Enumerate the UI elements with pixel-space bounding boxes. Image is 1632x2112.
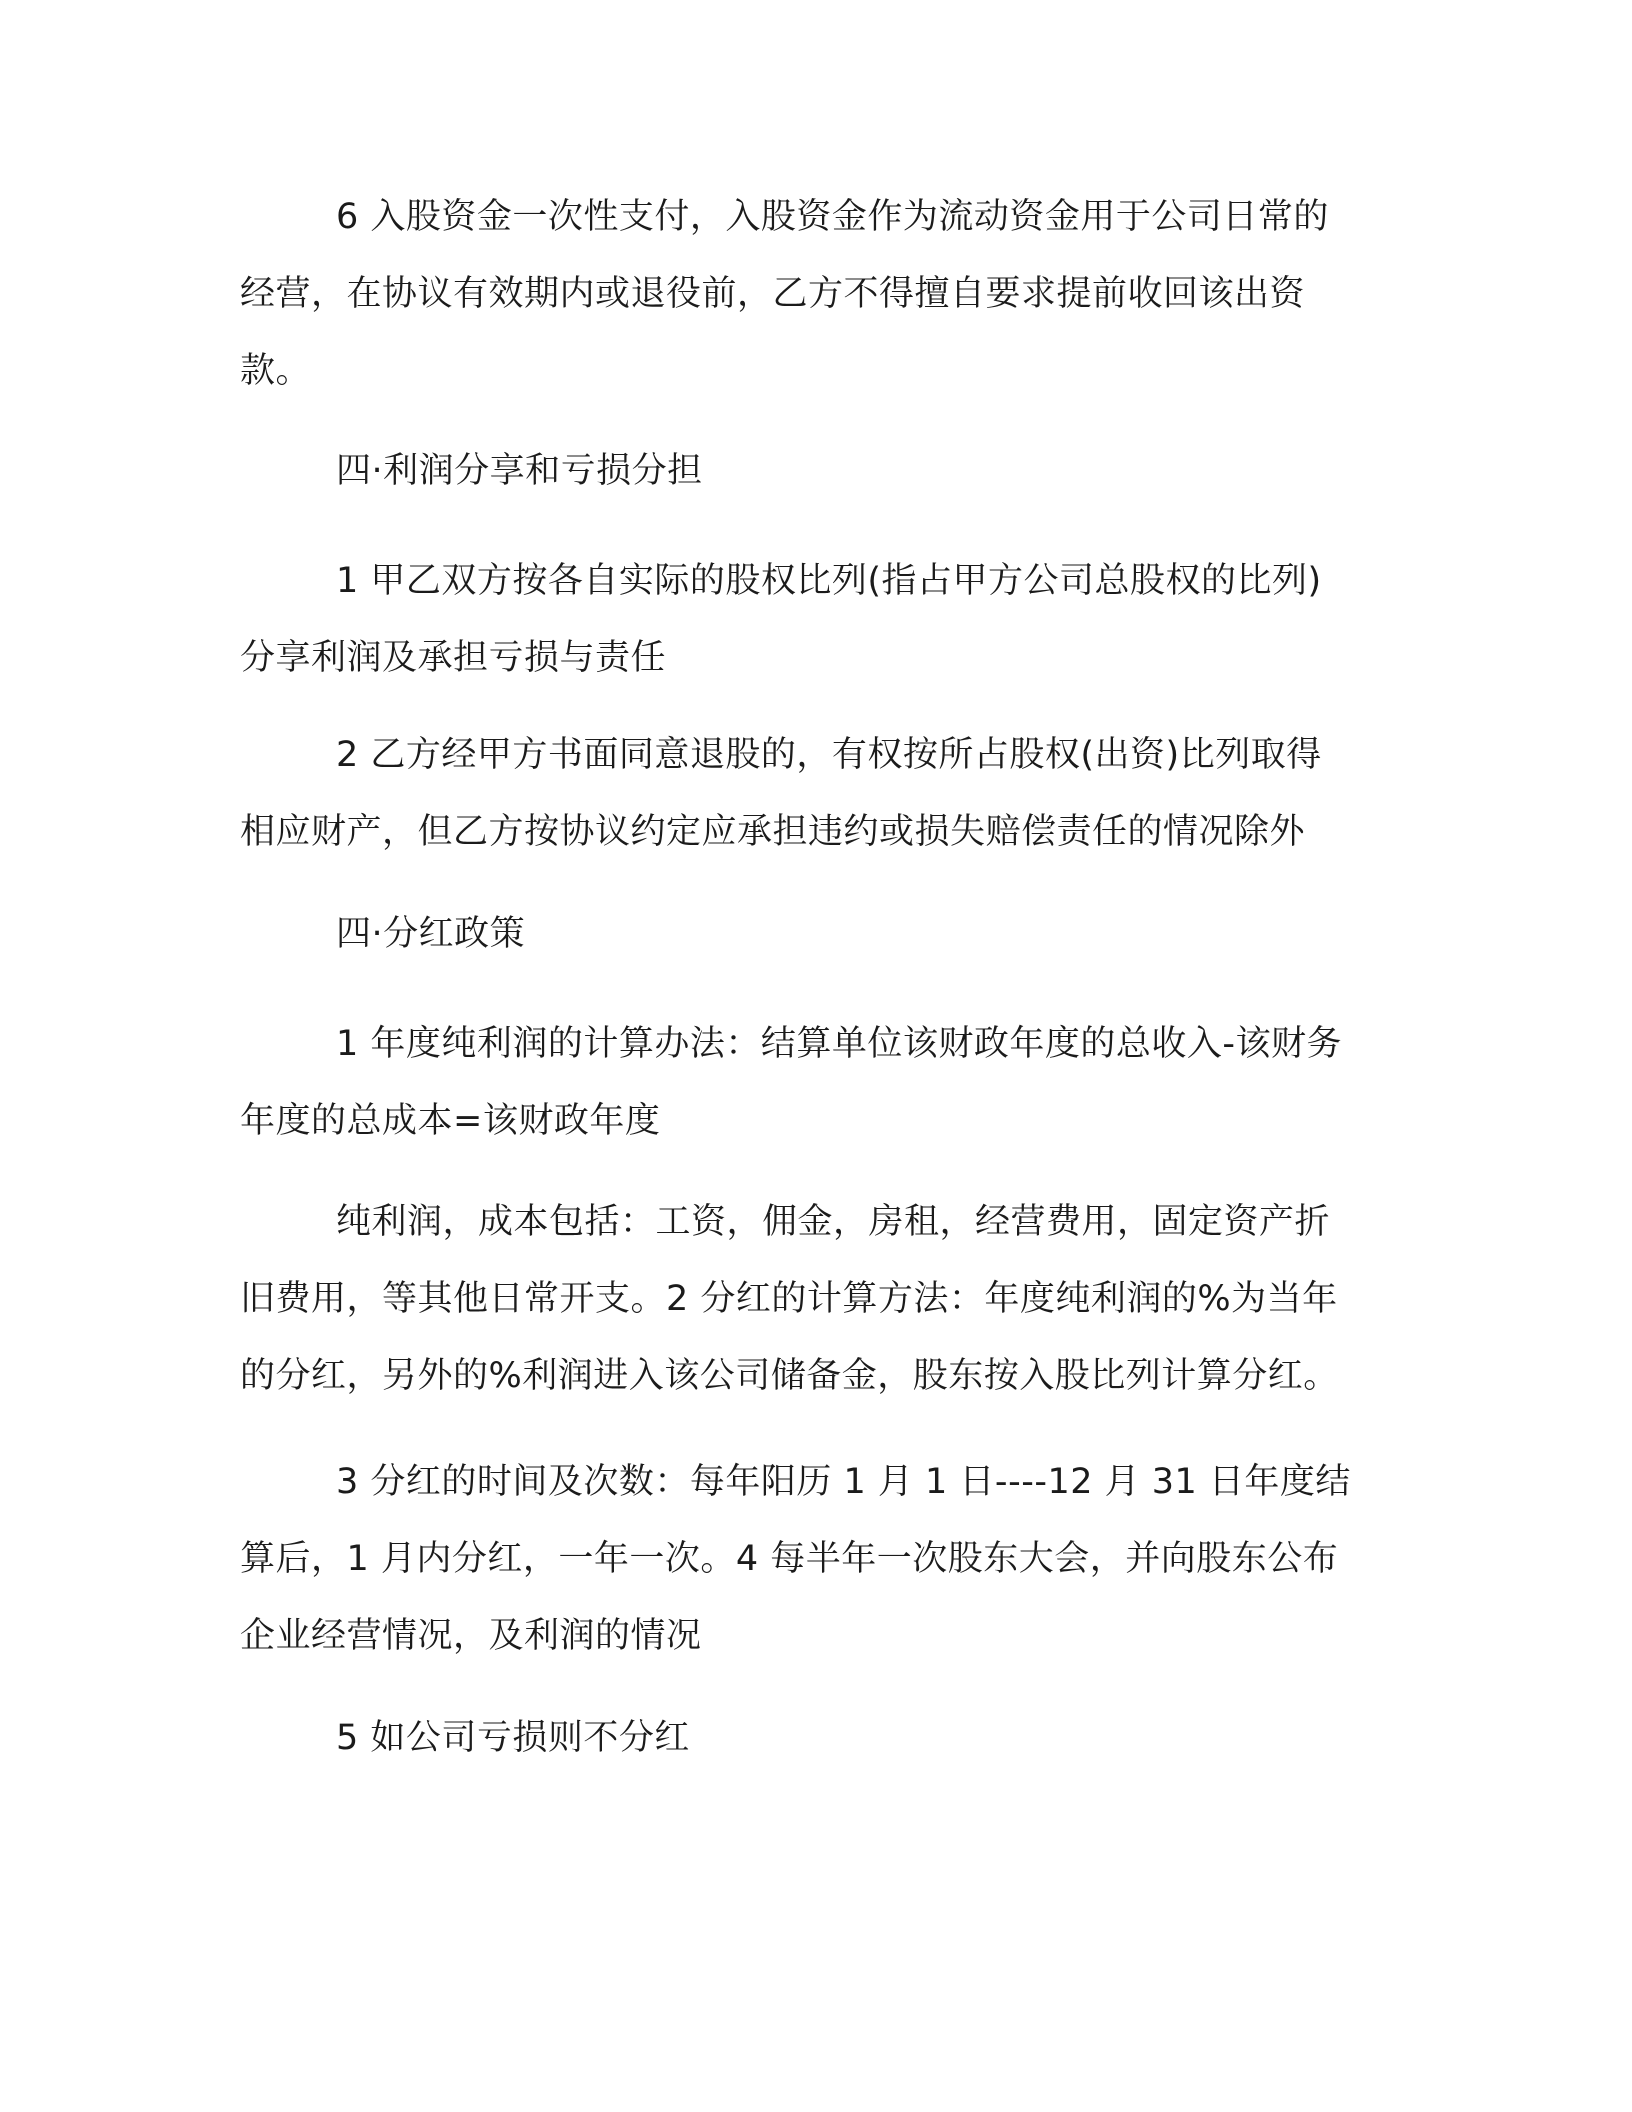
- section-heading-dividend-policy: 四·分红政策: [336, 914, 526, 954]
- text-line: 5 如公司亏损则不分红: [336, 1718, 690, 1758]
- text-line: 算后，1 月内分红，一年一次。4 每半年一次股东大会，并向股东公布: [240, 1539, 1339, 1579]
- text-line: 纯利润，成本包括：工资，佣金，房租，经营费用，固定资产折: [336, 1202, 1331, 1242]
- text-line: 6 入股资金一次性支付，入股资金作为流动资金用于公司日常的: [336, 197, 1329, 237]
- text-line: 3 分红的时间及次数：每年阳历 1 月 1 日----12 月 31 日年度结: [336, 1462, 1351, 1502]
- text-line: 的分红，另外的%利润进入该公司储备金，股东按入股比列计算分红。: [240, 1356, 1339, 1396]
- text-line: 2 乙方经甲方书面同意退股的，有权按所占股权(出资)比列取得: [336, 735, 1322, 775]
- paragraph-2-withdrawal: [240, 717, 1390, 871]
- text-line: 企业经营情况，及利润的情况: [240, 1616, 702, 1656]
- paragraph-6-capital-payment: [240, 179, 1390, 410]
- text-line: 经营，在协议有效期内或退役前，乙方不得擅自要求提前收回该出资: [240, 274, 1306, 314]
- text-line: 1 年度纯利润的计算办法：结算单位该财政年度的总收入-该财务: [336, 1024, 1343, 1064]
- section-heading-profit-sharing: 四·利润分享和亏损分担: [336, 451, 703, 491]
- paragraph-1-profit-ratio: [240, 543, 1390, 697]
- text-line: 相应财产，但乙方按协议约定应承担违约或损失赔偿责任的情况除外: [240, 812, 1306, 852]
- text-line: 旧费用，等其他日常开支。2 分红的计算方法：年度纯利润的%为当年: [240, 1279, 1338, 1319]
- paragraph-3-dividend-timing: [240, 1444, 1390, 1675]
- paragraph-5-no-dividend-on-loss: [240, 1700, 1390, 1777]
- text-line: 1 甲乙双方按各自实际的股权比列(指占甲方公司总股权的比列): [336, 561, 1322, 601]
- paragraph-cost-and-dividend-method: [240, 1184, 1390, 1415]
- text-line: 分享利润及承担亏损与责任: [240, 638, 667, 678]
- paragraph-1-net-profit-calculation: [240, 1006, 1390, 1160]
- text-line: 年度的总成本=该财政年度: [240, 1101, 661, 1141]
- text-line: 款。: [240, 351, 312, 391]
